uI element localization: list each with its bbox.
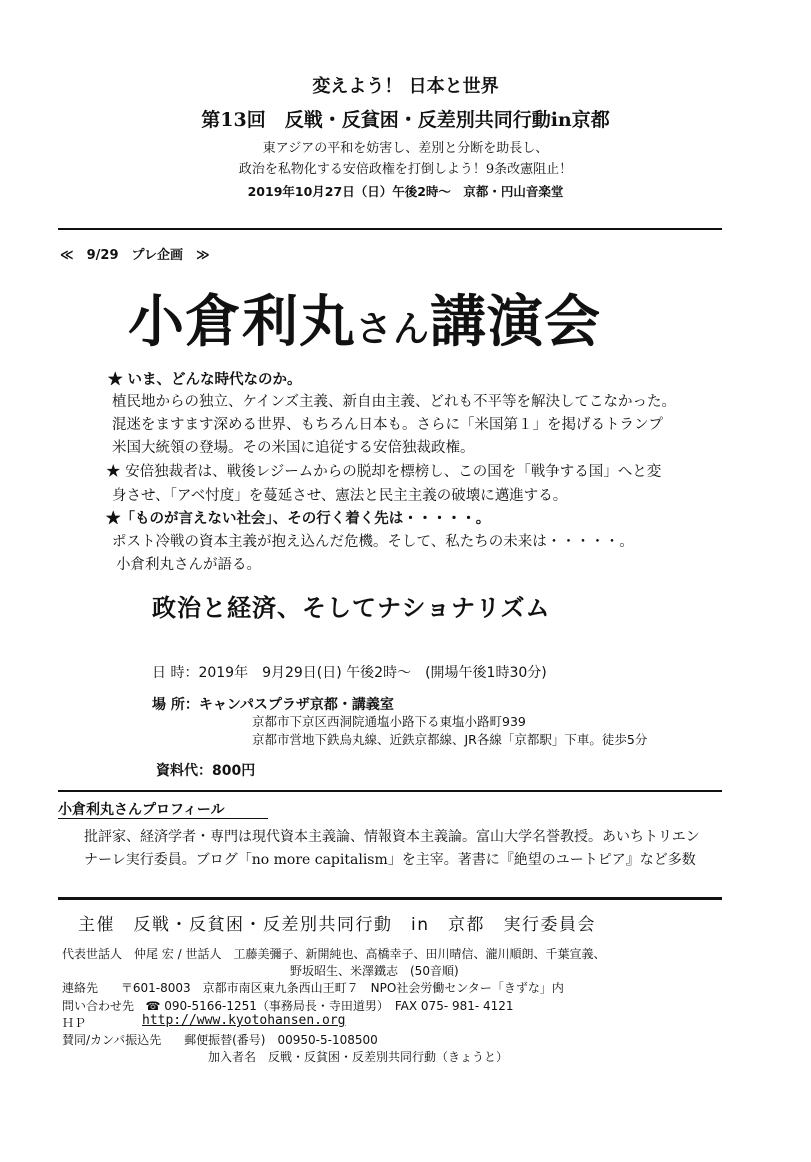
hp-label: ＨＰ (62, 1016, 87, 1030)
lecture-title-san: さん (356, 309, 431, 350)
lecture-title (128, 278, 601, 358)
profile-heading-underline (58, 818, 268, 819)
donation-label: 賛同/カンパ振込先 (62, 1033, 162, 1047)
profile-line-2: ナーレ実行委員。ブログ「no more capitalism」を主宰。著書に『絶望のユートピア』など多数 (84, 852, 696, 868)
fee-row (156, 760, 255, 780)
fee-value: 800円 (212, 763, 256, 779)
donation-account-name: 加入者名 反戦・反貧困・反差別共同行動（きょうと） (208, 1050, 509, 1064)
homepage-link[interactable]: http://www.kyotohansen.org (142, 1013, 346, 1028)
divider-middle (58, 790, 722, 792)
donation-row (62, 1031, 378, 1048)
lecture-title-event: 講演会 (430, 290, 602, 355)
slogan: 変えよう！ 日本と世界 (312, 76, 499, 97)
lecture-theme: 政治と経済、そしてナショナリズム (152, 593, 551, 622)
intro-line: ★ いま、どんな時代なのか。 (108, 371, 302, 388)
place-row (152, 694, 394, 714)
intro-line: ポスト冷戦の資本主義が抱え込んだ危機。そして、私たちの未来は・・・・・。 (112, 534, 634, 550)
intro-line: 植民地からの独立、ケインズ主義、新自由主義、どれも不平等を解決してこなかった。 (112, 394, 677, 410)
organizer: 主催 反戦・反貧困・反差別共同行動 in 京都 実行委員会 (78, 915, 596, 935)
profile-heading: 小倉利丸さんプロフィール (58, 802, 225, 818)
intro-line: ★ 安倍独裁者は、戦後レジームからの脱却を標榜し、この国を「戦争する国」へと変 (106, 464, 662, 480)
event-subline-1: 東アジアの平和を妨害し、差別と分断を助長し、 (262, 141, 549, 156)
datetime-value: 2019年 9月29日(日) 午後2時～ (開場午後1時30分) (198, 665, 547, 681)
event-title: 第13回 反戦・反貧困・反差別共同行動in京都 (201, 109, 610, 131)
place-label: 場 所： (152, 697, 199, 713)
hp-row (62, 1014, 86, 1031)
divider-top (58, 228, 722, 230)
inquiry-row (62, 997, 514, 1014)
intro-line: ★「ものが言えない社会」、その行く着く先は・・・・・。 (106, 510, 491, 527)
contact-row (62, 979, 564, 996)
representatives-line-2: 野坂昭生、米澤鐵志 (50音順) (290, 964, 459, 978)
representatives-line-1: 代表世話人 仲尾 宏 / 世話人 工藤美彌子、新開純也、高橋幸子、田川晴信、瀧川順朗、千葉宣義、 (62, 947, 606, 961)
datetime-row (152, 662, 547, 682)
intro-line: 混迷をますます深める世界、もちろん日本も。さらに「米国第１」を掲げるトランプ (112, 417, 663, 433)
lecture-title-name: 小倉利丸 (128, 290, 356, 355)
pre-event-label: ≪ 9/29 プレ企画 ≫ (60, 248, 210, 263)
inquiry-phone-fax: ☎ 090-5166-1251（事務局長・寺田道男） FAX 075- 981- 4121 (145, 999, 514, 1013)
place-value: キャンパスプラザ京都・講義室 (198, 697, 394, 713)
intro-line: 米国大統領の登場。その米国に追従する安倍独裁政権。 (112, 440, 475, 456)
inquiry-label: 問い合わせ先 (62, 999, 135, 1013)
event-subline-2: 政治を私物化する安倍政権を打倒しよう！9条改憲阻止！ (238, 162, 573, 177)
place-address: 京都市下京区西洞院通塩小路下る東塩小路町939 (252, 714, 526, 729)
intro-line: 小倉利丸さんが語る。 (116, 557, 261, 573)
intro-line: 身させ、「アベ忖度」を蔓延させ、憲法と民主主義の破壊に邁進する。 (112, 488, 568, 504)
datetime-label: 日 時： (152, 665, 199, 681)
fee-label: 資料代： (156, 763, 212, 779)
event-date-venue: 2019年10月27日（日）午後2時～ 京都・円山音楽堂 (247, 184, 564, 199)
place-access: 京都市営地下鉄烏丸線、近鉄京都線、JR各線「京都駅」下車。徒歩5分 (252, 732, 648, 747)
donation-account-number: 郵便振替(番号) 00950-5-108500 (184, 1033, 378, 1047)
divider-bottom (58, 897, 722, 900)
contact-address: 〒601-8003 京都市南区東九条西山王町７ NPO社会労働センター「きずな」内 (120, 981, 564, 995)
profile-line-1: 批評家、経済学者・専門は現代資本主義論、情報資本主義論。富山大学名誉教授。あいちトリエン (84, 829, 700, 845)
contact-label: 連絡先 (62, 981, 99, 995)
